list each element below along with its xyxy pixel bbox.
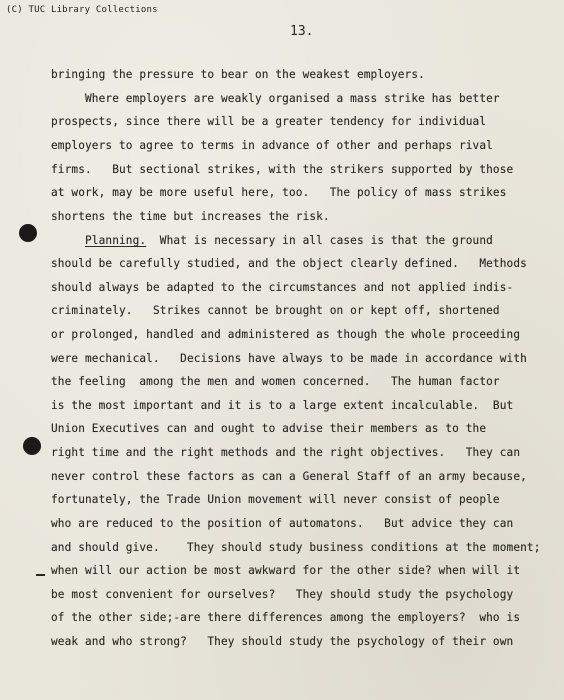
text-line: criminately. Strikes cannot be brought on or kept off, shortened [51,304,500,317]
text-line: is the most important and it is to a large extent incalculable. But [51,399,514,412]
text-line: of the other side;-are there differences among the employers? who is [51,611,521,624]
text-line: weak and who strong? They should study the psychology of their own [51,635,514,648]
text-line: and should give. They should study business conditions at the moment; [51,541,541,554]
page-number: 13. [290,24,314,39]
text-line: be most convenient for ourselves? They should study the psychology [51,588,514,601]
text-line: were mechanical. Decisions have always to be made in accordance with [51,352,527,365]
text-line: should be carefully studied, and the object clearly defined. Methods [51,257,527,270]
text-line: fortunately, the Trade Union movement will never consist of people [51,493,500,506]
text-line: never control these factors as can a General Staff of an army because, [51,470,527,483]
text-line: who are reduced to the position of automatons. But advice they can [51,517,514,530]
text-line: firms. But sectional strikes, with the strikers supported by those [51,163,514,176]
text-line: at work, may be more useful here, too. The policy of mass strikes [51,186,507,199]
text-line: when will our action be most awkward for the other side? when will it [51,564,521,577]
planning-indent [51,234,85,247]
text-line: or prolonged, handled and administered as though the whole proceeding [51,328,521,341]
copyright-watermark: (C) TUC Library Collections [6,5,158,15]
planning-line [51,234,493,248]
text-line: shortens the time but increases the risk. [51,210,330,223]
margin-dash-mark [36,574,45,576]
planning-line-rest: What is necessary in all cases is that the ground [146,234,493,247]
text-line: employers to agree to terms in advance of other and perhaps rival [51,139,493,152]
text-line: the feeling among the men and women concerned. The human factor [51,375,500,388]
text-line: should always be adapted to the circumstances and not applied indis- [51,281,514,294]
binder-hole-top [19,224,37,242]
text-line: Union Executives can and ought to advise their members as to the [51,422,487,435]
planning-heading: Planning. [85,234,147,247]
text-line: bringing the pressure to bear on the weakest employers. [51,68,425,81]
text-line: prospects, since there will be a greater tendency for individual [51,115,487,128]
text-line: Where employers are weakly organised a mass strike has better [51,92,500,105]
binder-hole-bottom [23,437,41,455]
text-line: right time and the right methods and the right objectives. They can [51,446,521,459]
